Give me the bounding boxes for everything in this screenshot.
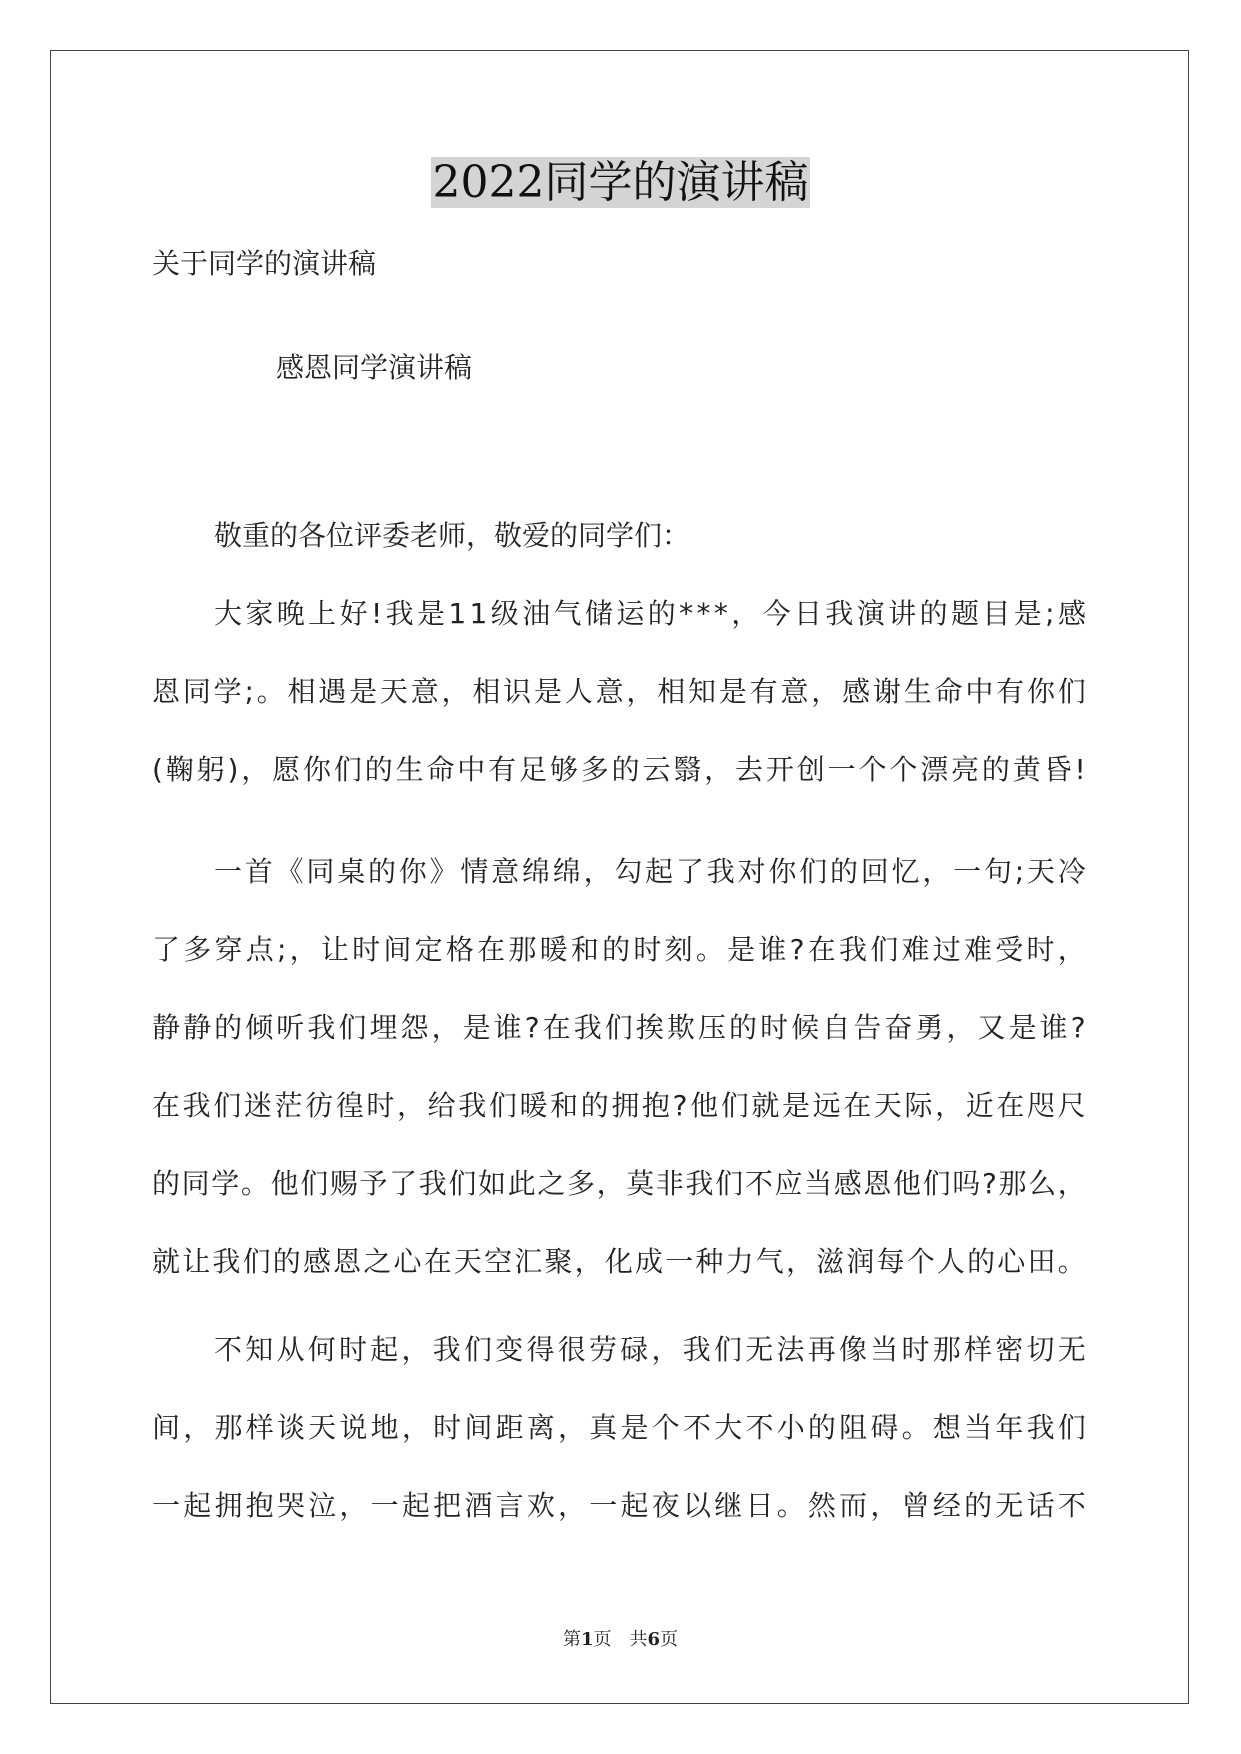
- paragraph-line: 一 首 《 同 桌 的 你 》 情 意 绵 绵 ， 勾 起 了 我 对 你 们 的 回 忆 ， 一 句 ; 天 冷: [214, 855, 1086, 888]
- section-heading: 感恩同学演讲稿: [276, 351, 473, 384]
- paragraph-line: 不 知 从 何 时 起 ， 我 们 变 得 很 劳 碌 ， 我 们 无 法 再 像 当 时 那 样 密 切 无: [214, 1333, 1086, 1366]
- paragraph-line: 就 让 我 们 的 感 恩 之 心 在 天 空 汇 聚 ， 化 成 一 种 力 气 ， 滋 润 每 个 人 的 心 田 。: [152, 1245, 1086, 1278]
- paragraph-line: 大 家 晚 上 好 ! 我 是 1 1 级 油 气 储 运 的 * * * ， 今 日 我 演 讲 的 题 目 是 ; 感: [214, 597, 1086, 630]
- document-subtitle: 关于同学的演讲稿: [152, 247, 377, 280]
- paragraph-line: 恩 同 学 ; 。 相 遇 是 天 意 ， 相 识 是 人 意 ， 相 知 是 有 意 ， 感 谢 生 命 中 有 你 们: [152, 675, 1086, 708]
- page-footer: [0, 1625, 1241, 1651]
- footer-page-suffix: 页: [660, 1629, 679, 1650]
- paragraph-line: 了 多 穿 点 ; ， 让 时 间 定 格 在 那 暖 和 的 时 刻 。 是 谁 ? 在 我 们 难 过 难 受 时 ，: [152, 933, 1086, 966]
- paragraph-line: ( 鞠 躬 ) ， 愿 你 们 的 生 命 中 有 足 够 多 的 云 翳 ， 去 开 创 一 个 个 漂 亮 的 黄 昏 !: [152, 753, 1086, 786]
- paragraph-line: 一 起 拥 抱 哭 泣 ， 一 起 把 酒 言 欢 ， 一 起 夜 以 继 日 。 然 而 ， 曾 经 的 无 话 不: [152, 1489, 1086, 1522]
- document-title-text: 2022同学的演讲稿: [432, 157, 809, 208]
- paragraph-line: 间 ， 那 样 谈 天 说 地 ， 时 间 距 离 ， 真 是 个 不 大 不 小 的 阻 碍 。 想 当 年 我 们: [152, 1411, 1086, 1444]
- paragraph-line: 在 我 们 迷 茫 彷 徨 时 ， 给 我 们 暖 和 的 拥 抱 ? 他 们 就 是 远 在 天 际 ， 近 在 咫 尺: [152, 1089, 1086, 1122]
- footer-page-mid: 页 共: [593, 1629, 648, 1650]
- footer-page-prefix: 第: [562, 1629, 581, 1650]
- document-title: [0, 155, 1241, 211]
- footer-page-total: 6: [647, 1629, 661, 1650]
- paragraph-line: 静 静 的 倾 听 我 们 埋 怨 ， 是 谁 ? 在 我 们 挨 欺 压 的 时 候 自 告 奋 勇 ， 又 是 谁 ?: [152, 1011, 1086, 1044]
- footer-page-current: 1: [580, 1629, 594, 1650]
- paragraph-line: 敬重的各位评委老师，敬爱的同学们：: [214, 519, 691, 552]
- paragraph-line: 的 同 学 。 他 们 赐 予 了 我 们 如 此 之 多 ， 莫 非 我 们 不 应 当 感 恩 他 们 吗 ? 那 么 ，: [152, 1167, 1086, 1200]
